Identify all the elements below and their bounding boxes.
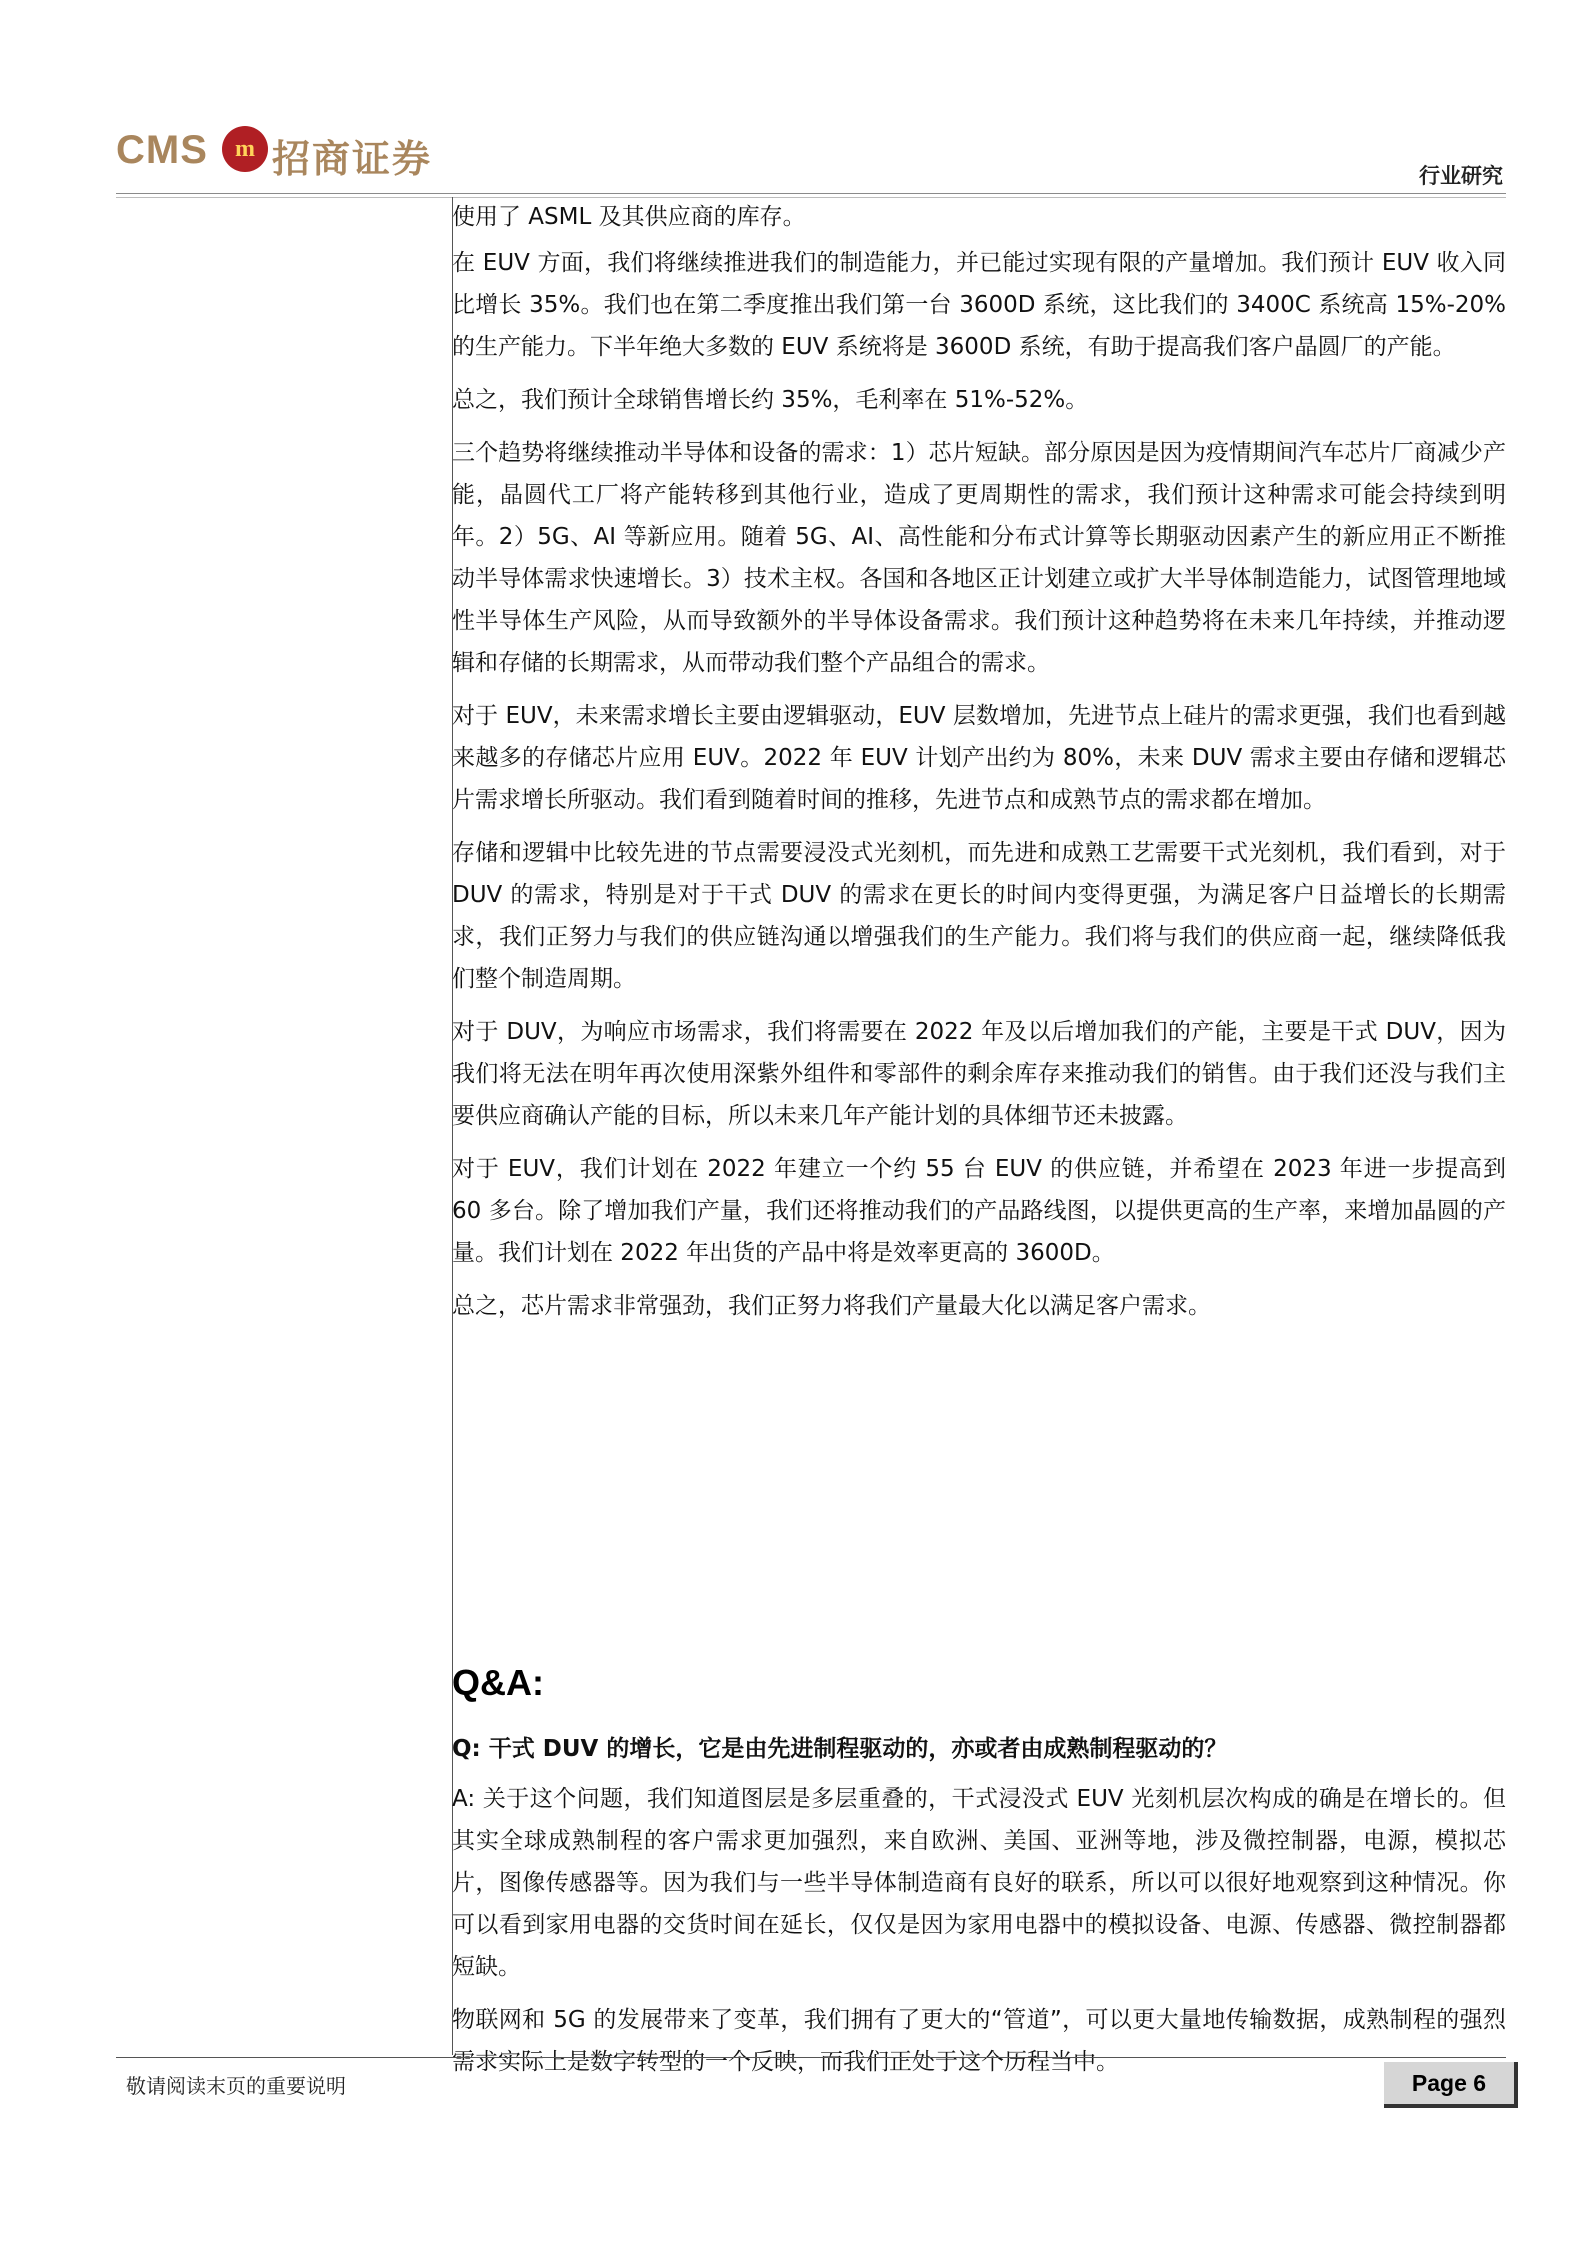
body-paragraph: 总之，我们预计全球销售增长约 35%，毛利率在 51%-52%。 <box>452 387 1089 413</box>
page-number-label: Page 6 <box>1411 2070 1487 2096</box>
page-number-badge <box>1384 2062 1518 2108</box>
body-paragraph: 在 EUV 方面，我们将继续推进我们的制造能力，并已能过实现有限的产量增加。我们预计 EUV 收入同比增长 35%。我们也在第二季度推出我们第一台 3600D 系统，这比我们的 3400C 系统高 15%-20%的生产能力。下半年绝大多数的 EUV 系统将是 3600D 系统，有助于提高我们客户晶圆厂的产能。 <box>452 250 1506 360</box>
footer-divider <box>116 2057 1506 2058</box>
body-paragraph: 存储和逻辑中比较先进的节点需要浸没式光刻机，而先进和成熟工艺需要干式光刻机，我们看到，对于 DUV 的需求，特别是对于干式 DUV 的需求在更长的时间内变得更强，为满足客户日益增长的长期需求，我们正努力与我们的供应链沟通以增强我们的生产能力。我们将与我们的供应商一起，继续降低我们整个制造周期。 <box>452 840 1506 992</box>
body-paragraph: 对于 EUV，我们计划在 2022 年建立一个约 55 台 EUV 的供应链，并希望在 2023 年进一步提高到 60 多台。除了增加我们产量，我们还将推动我们的产品路线图，以提供更高的生产率，来增加晶圆的产量。我们计划在 2022 年出货的产品中将是效率更高的 3600D。 <box>452 1156 1506 1266</box>
body-paragraph: 总之，芯片需求非常强劲，我们正努力将我们产量最大化以满足客户需求。 <box>452 1293 1211 1319</box>
qa-question: Q: 干式 DUV 的增长，它是由先进制程驱动的，亦或者由成熟制程驱动的？ <box>452 1736 1228 1762</box>
body-paragraph: 对于 DUV，为响应市场需求，我们将需要在 2022 年及以后增加我们的产能，主要是干式 DUV，因为我们将无法在明年再次使用深紫外组件和零部件的剩余库存来推动我们的销售。由于我们还没与我们主要供应商确认产能的目标，所以未来几年产能计划的具体细节还未披露。 <box>452 1019 1506 1129</box>
logo-chinese-name: 招商证券 <box>272 136 433 181</box>
qa-answer-paragraph: A: 关于这个问题，我们知道图层是多层重叠的，干式浸没式 EUV 光刻机层次构成的确是在增长的。但其实全球成熟制程的客户需求更加强烈，来自欧洲、美国、亚洲等地，涉及微控制器，电源，模拟芯片，图像传感器等。因为我们与一些半导体制造商有良好的联系，所以可以很好地观察到这种情况。你可以看到家用电器的交货时间在延长，仅仅是因为家用电器中的模拟设备、电源、传感器、微控制器都短缺。 <box>452 1786 1506 1980</box>
company-logo <box>116 112 456 181</box>
qa-section <box>452 1728 1506 2083</box>
qa-answer-paragraph: 物联网和 5G 的发展带来了变革，我们拥有了更大的“管道”，可以更大量地传输数据，成熟制程的强烈需求实际上是数字转型的一个反映，而我们正处于这个历程当中。 <box>452 2007 1506 2075</box>
section-tag: 行业研究 <box>1419 164 1503 188</box>
logo-badge-icon: m <box>222 126 268 172</box>
body-paragraph: 使用了 ASML 及其供应商的库存。 <box>452 204 806 230</box>
logo-cms-text: CMS <box>116 128 208 172</box>
body-paragraph: 三个趋势将继续推动半导体和设备的需求：1）芯片短缺。部分原因是因为疫情期间汽车芯片厂商减少产能，晶圆代工厂将产能转移到其他行业，造成了更周期性的需求，我们预计这种需求可能会持续到明年。2）5G、AI 等新应用。随着 5G、AI、高性能和分布式计算等长期驱动因素产生的新应用正不断推动半导体需求快速增长。3）技术主权。各国和各地区正计划建立或扩大半导体制造能力，试图管理地域性半导体生产风险，从而导致额外的半导体设备需求。我们预计这种趋势将在未来几年持续，并推动逻辑和存储的长期需求，从而带动我们整个产品组合的需求。 <box>452 440 1506 676</box>
footer-disclaimer-note: 敬请阅读末页的重要说明 <box>126 2074 346 2098</box>
report-body <box>452 196 1506 1327</box>
qa-heading: Q&A: <box>452 1662 544 1703</box>
header-divider <box>116 193 1506 194</box>
body-paragraph: 对于 EUV，未来需求增长主要由逻辑驱动，EUV 层数增加，先进节点上硅片的需求更强，我们也看到越来越多的存储芯片应用 EUV。2022 年 EUV 计划产出约为 80%，未来 DUV 需求主要由存储和逻辑芯片需求增长所驱动。我们看到随着时间的推移，先进节点和成熟节点的需求都在增加。 <box>452 703 1506 813</box>
